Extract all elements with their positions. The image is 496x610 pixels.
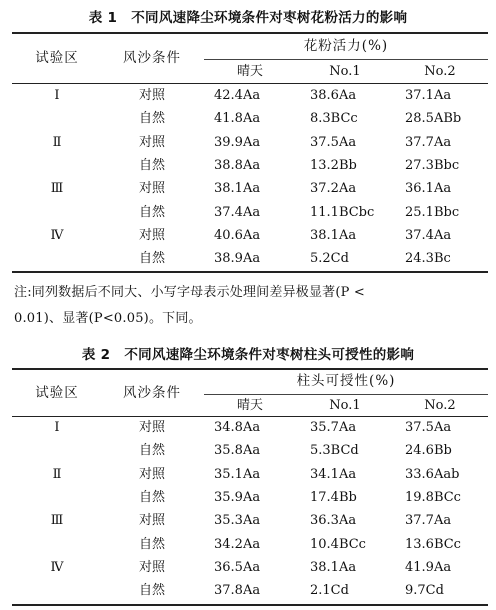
table2-sunny-value-cell: 34.8Aa <box>214 420 261 435</box>
table2-sunny-value-cell: 36.5Aa <box>214 559 261 575</box>
table2-condition-cell: 自然 <box>138 536 165 552</box>
table1-condition-cell: 对照 <box>138 227 165 243</box>
table2-no1-value-cell: 2.1Cd <box>310 583 349 599</box>
table1-no1-value-cell: 38.1Aa <box>310 227 357 243</box>
table2-sunny-value-cell: 35.9Aa <box>214 489 261 505</box>
table2-no2-value-cell: 19.8BCc <box>405 489 461 505</box>
table2-no1-value-cell: 35.7Aa <box>310 420 357 435</box>
table1-sunny-value-cell: 37.4Aa <box>214 204 261 220</box>
table2-zone-cell: Ⅱ <box>52 466 62 482</box>
table1-subheader-no2: No.2 <box>424 64 456 79</box>
table1-header-group: 花粉活力(%) <box>303 38 389 54</box>
table2-zone-cell: Ⅲ <box>50 513 64 529</box>
table1-no1-value-cell: 13.2Bb <box>310 157 357 173</box>
table1-sunny-value-cell: 39.9Aa <box>214 134 261 150</box>
table1-no2-value-cell: 37.4Aa <box>405 227 452 243</box>
table2-subheader-no1: No.1 <box>329 398 361 413</box>
table1-condition-cell: 对照 <box>138 181 165 197</box>
table2-condition-cell: 自然 <box>138 489 165 505</box>
table2-header-condition: 风沙条件 <box>123 385 181 401</box>
table1-no1-value-cell: 37.5Aa <box>310 134 357 150</box>
table1-sunny-value-cell: 38.8Aa <box>214 157 261 173</box>
table2-caption-number: 表 2 <box>81 347 111 363</box>
table1-sunny-value-cell: 42.4Aa <box>214 88 261 103</box>
table2-condition-cell: 对照 <box>138 420 165 435</box>
table2-sunny-value-cell: 35.8Aa <box>214 443 261 459</box>
table2-header-group: 柱头可授性(%) <box>296 373 396 389</box>
table2-header-rule <box>12 416 488 417</box>
table2-condition-cell: 对照 <box>138 513 165 529</box>
table2-condition-cell: 对照 <box>138 559 165 575</box>
table2-zone-cell: Ⅰ <box>54 420 60 435</box>
table1-caption-number: 表 1 <box>88 10 118 26</box>
table2-subheader-rule <box>204 394 488 395</box>
table1-top-rule <box>12 32 488 34</box>
table1-condition-cell: 自然 <box>138 157 165 173</box>
table1-condition-cell: 自然 <box>138 204 165 220</box>
table1-no2-value-cell: 36.1Aa <box>405 181 452 197</box>
table2-top-rule <box>12 368 488 370</box>
table1-zone-cell: Ⅳ <box>50 227 64 243</box>
table1-header-zone: 试验区 <box>35 50 79 66</box>
table2-condition-cell: 对照 <box>138 466 165 482</box>
table1-zone-cell: Ⅱ <box>52 134 62 150</box>
table1-no2-value-cell: 27.3Bbc <box>405 157 460 173</box>
table1-sunny-value-cell: 38.1Aa <box>214 181 261 197</box>
table2-no2-value-cell: 37.7Aa <box>405 513 452 529</box>
table2-no1-value-cell: 34.1Aa <box>310 466 357 482</box>
table2-caption <box>0 343 496 363</box>
table1-no1-value-cell: 11.1BCbc <box>310 204 375 220</box>
table1-caption <box>0 6 496 26</box>
table2-no2-value-cell: 41.9Aa <box>405 559 452 575</box>
table1-no2-value-cell: 37.1Aa <box>405 88 452 103</box>
table2-condition-cell: 自然 <box>138 583 165 599</box>
table2-no2-value-cell: 13.6BCc <box>405 536 461 552</box>
table1-sunny-value-cell: 38.9Aa <box>214 251 261 267</box>
table1-no1-value-cell: 38.6Aa <box>310 88 357 103</box>
table-note <box>14 280 484 332</box>
table2-caption-title: 不同风速降尘环境条件对枣树柱头可授性的影响 <box>124 347 415 363</box>
table1-no1-value-cell: 5.2Cd <box>310 251 349 267</box>
table2-no1-value-cell: 10.4BCc <box>310 536 366 552</box>
table1-header-rule <box>12 83 488 84</box>
table2-subheader-sunny: 晴天 <box>236 398 263 413</box>
table2-bottom-rule <box>12 604 488 606</box>
table1-no2-value-cell: 24.3Bc <box>405 251 451 267</box>
table1-subheader-no1: No.1 <box>329 64 361 79</box>
table2-no1-value-cell: 17.4Bb <box>310 489 357 505</box>
table2-no1-value-cell: 5.3BCd <box>310 443 359 459</box>
table1-caption-title: 不同风速降尘环境条件对枣树花粉活力的影响 <box>131 10 408 26</box>
table2-sunny-value-cell: 34.2Aa <box>214 536 261 552</box>
table1-no2-value-cell: 37.7Aa <box>405 134 452 150</box>
table2-no1-value-cell: 38.1Aa <box>310 559 357 575</box>
table2-zone-cell: Ⅳ <box>50 559 64 575</box>
table2-no2-value-cell: 24.6Bb <box>405 443 452 459</box>
table2-no1-value-cell: 36.3Aa <box>310 513 357 529</box>
table-note-line2: 0.01)、显著(P<0.05)。下同。 <box>14 311 202 326</box>
table1-zone-cell: Ⅲ <box>50 181 64 197</box>
table1-header-condition: 风沙条件 <box>123 50 181 66</box>
table1-no2-value-cell: 28.5ABb <box>405 111 462 127</box>
table2-sunny-value-cell: 35.3Aa <box>214 513 261 529</box>
table1-bottom-rule <box>12 271 488 273</box>
table1-condition-cell: 对照 <box>138 134 165 150</box>
table1-no1-value-cell: 8.3BCc <box>310 111 358 127</box>
table2-no2-value-cell: 9.7Cd <box>405 583 444 599</box>
table-note-line1: 注:同列数据后不同大、小写字母表示处理间差异极显著(P < <box>14 285 366 300</box>
table1-condition-cell: 自然 <box>138 111 165 127</box>
table1-subheader-sunny: 晴天 <box>236 64 263 79</box>
table1-zone-cell: Ⅰ <box>54 88 60 103</box>
table2-subheader-no2: No.2 <box>424 398 456 413</box>
table2-no2-value-cell: 33.6Aab <box>405 466 460 482</box>
table1-condition-cell: 对照 <box>138 88 165 103</box>
table2-sunny-value-cell: 37.8Aa <box>214 583 261 599</box>
table1-no1-value-cell: 37.2Aa <box>310 181 357 197</box>
table1-no2-value-cell: 25.1Bbc <box>405 204 460 220</box>
table1-subheader-rule <box>204 59 488 60</box>
table1-sunny-value-cell: 40.6Aa <box>214 227 261 243</box>
table1-condition-cell: 自然 <box>138 251 165 267</box>
table2-no2-value-cell: 37.5Aa <box>405 420 452 435</box>
table2-condition-cell: 自然 <box>138 443 165 459</box>
table2-header-zone: 试验区 <box>35 385 79 401</box>
table1-sunny-value-cell: 41.8Aa <box>214 111 261 127</box>
table2-sunny-value-cell: 35.1Aa <box>214 466 261 482</box>
